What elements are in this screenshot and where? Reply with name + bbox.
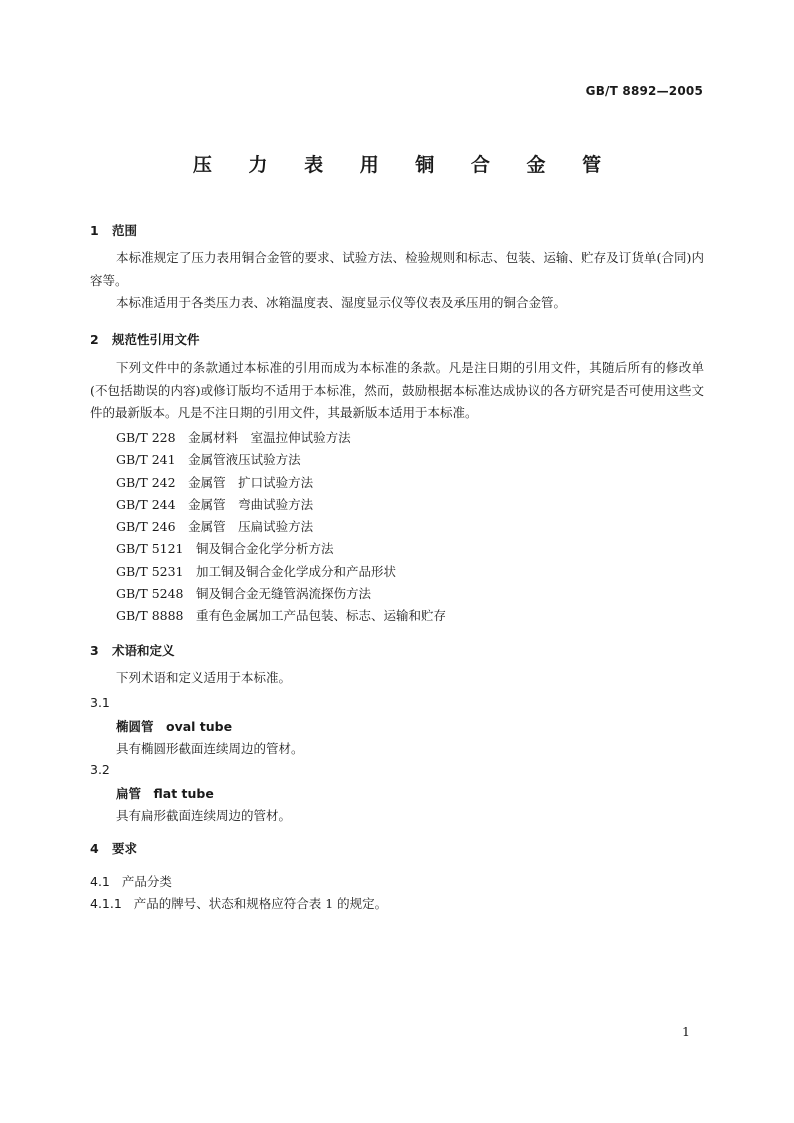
reference-code: GB/T 8888 — [116, 608, 184, 623]
reference-code: GB/T 244 — [116, 497, 176, 512]
section-4-heading — [90, 839, 137, 857]
reference-item — [116, 495, 313, 513]
section-title: 要求 — [112, 841, 138, 856]
term-definition: 具有椭圆形截面连续周边的管材。 — [116, 741, 304, 756]
reference-name: 铜及铜合金无缝管涡流探伤方法 — [196, 586, 372, 601]
section-number: 4 — [90, 841, 99, 856]
subsection-title: 产品分类 — [121, 874, 172, 889]
section-1-paragraph-2: 本标准适用于各类压力表、冰箱温度表、湿度显示仪等仪表及承压用的铜合金管。 — [116, 295, 567, 310]
standard-number: GB/T 8892—2005 — [585, 84, 703, 98]
reference-name: 加工铜及铜合金化学成分和产品形状 — [196, 564, 397, 579]
reference-name: 金属管 扩口试验方法 — [188, 475, 314, 490]
term-entry: 椭圆管 oval tube — [116, 719, 233, 734]
section-1-heading — [90, 221, 137, 239]
term-entry: 扁管 flat tube — [116, 786, 214, 801]
reference-item — [116, 584, 371, 602]
reference-item — [116, 517, 313, 535]
reference-code: GB/T 5121 — [116, 541, 184, 556]
reference-item — [116, 562, 396, 580]
section-number: 2 — [90, 332, 99, 347]
term-number: 3.1 — [90, 695, 110, 710]
reference-code: GB/T 228 — [116, 430, 176, 445]
reference-name: 金属管 压扁试验方法 — [188, 519, 314, 534]
reference-code: GB/T 246 — [116, 519, 176, 534]
reference-code: GB/T 241 — [116, 452, 176, 467]
reference-item — [116, 539, 334, 557]
reference-item — [116, 450, 301, 468]
reference-item — [116, 606, 446, 624]
section-3-paragraph-1: 下列术语和定义适用于本标准。 — [116, 670, 292, 685]
reference-name: 重有色金属加工产品包装、标志、运输和贮存 — [196, 608, 447, 623]
section-title: 术语和定义 — [112, 643, 175, 658]
subsection-number: 4.1 — [90, 874, 110, 889]
term-number: 3.2 — [90, 762, 110, 777]
section-3-heading — [90, 641, 175, 659]
section-1-paragraph-1: 本标准规定了压力表用铜合金管的要求、试验方法、检验规则和标志、包装、运输、贮存及订货单(合同)内容等。 — [90, 250, 704, 288]
reference-item — [116, 428, 351, 446]
section-number: 3 — [90, 643, 99, 658]
subsection-4-1-1 — [90, 894, 387, 912]
section-title: 范围 — [112, 223, 138, 238]
reference-name: 铜及铜合金化学分析方法 — [196, 541, 334, 556]
page-number: 1 — [682, 1024, 690, 1039]
reference-name: 金属管液压试验方法 — [188, 452, 301, 467]
section-number: 1 — [90, 223, 99, 238]
section-title: 规范性引用文件 — [112, 332, 200, 347]
subsection-4-1 — [90, 872, 172, 890]
reference-name: 金属材料 室温拉伸试验方法 — [188, 430, 351, 445]
reference-code: GB/T 5248 — [116, 586, 184, 601]
reference-item — [116, 473, 313, 491]
section-2-heading — [90, 330, 200, 348]
subsection-text: 产品的牌号、状态和规格应符合表 1 的规定。 — [133, 896, 388, 911]
reference-code: GB/T 5231 — [116, 564, 184, 579]
section-2-paragraph-1: 下列文件中的条款通过本标准的引用而成为本标准的条款。凡是注日期的引用文件，其随后所有的修改单(不包括勘误的内容)或修订版均不适用于本标准，然而，鼓励根据本标准达成协议的各方研究是否可使用这些文件的最新版本。凡是不注日期的引用文件，其最新版本适用于本标准。 — [90, 360, 704, 420]
reference-name: 金属管 弯曲试验方法 — [188, 497, 314, 512]
subsection-number: 4.1.1 — [90, 896, 122, 911]
document-title: 压 力 表 用 铜 合 金 管 — [192, 154, 617, 176]
reference-code: GB/T 242 — [116, 475, 176, 490]
term-definition: 具有扁形截面连续周边的管材。 — [116, 808, 292, 823]
